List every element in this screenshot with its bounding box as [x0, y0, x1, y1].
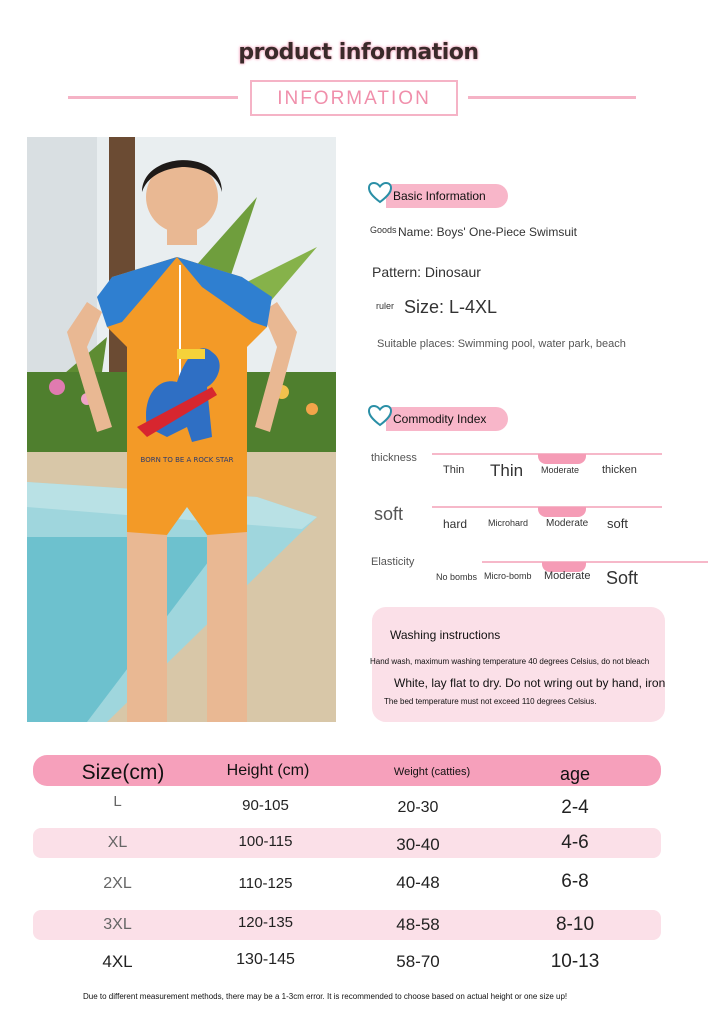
index-selected-marker — [538, 454, 586, 464]
ruler-tag: ruler — [376, 301, 395, 311]
size-cell: 2XL — [103, 875, 132, 892]
index-option: Thin — [490, 461, 524, 480]
index-option-selected: Moderate — [546, 518, 589, 529]
product-pattern: Pattern: Dinosaur — [372, 264, 481, 280]
size-table-header: age — [559, 764, 591, 784]
size-table-header: Size(cm) — [81, 761, 165, 784]
size-cell: 4XL — [102, 952, 133, 971]
height-cell: 120-135 — [237, 914, 294, 931]
header-rule-right — [468, 96, 636, 99]
age-cell: 8-10 — [555, 914, 595, 935]
size-cell: L — [113, 793, 122, 810]
index-option: Microhard — [488, 518, 529, 528]
basic-info-heading — [368, 184, 518, 210]
weight-cell: 20-30 — [397, 799, 439, 816]
product-photo — [27, 137, 336, 722]
index-label-elasticity: Elasticity — [371, 556, 415, 568]
index-label-soft: soft — [374, 504, 404, 524]
weight-cell: 48-58 — [396, 915, 440, 934]
weight-cell: 58-70 — [396, 952, 440, 971]
shirt-text: BORN TO BE A ROCK STAR — [140, 456, 234, 464]
height-cell: 130-145 — [236, 951, 295, 968]
height-cell: 90-105 — [242, 797, 289, 814]
index-option: Thin — [443, 464, 465, 476]
height-cell: 110-125 — [238, 875, 293, 892]
index-option-selected: Moderate — [544, 570, 591, 582]
goods-tag: Goods — [370, 225, 397, 235]
index-option: Micro-bomb — [484, 571, 532, 581]
age-cell: 4-6 — [561, 832, 589, 853]
index-option: thicken — [602, 464, 637, 476]
weight-cell: 40-48 — [396, 873, 440, 892]
information-banner: INFORMATION — [250, 80, 458, 116]
size-cell: 3XL — [103, 916, 132, 933]
age-cell: 10-13 — [550, 951, 600, 972]
product-name: Name: Boys' One-Piece Swimsuit — [398, 225, 578, 239]
index-line — [482, 561, 708, 563]
age-cell: 6-8 — [561, 871, 589, 892]
size-cell: XL — [107, 834, 128, 851]
header-rule-left — [68, 96, 238, 99]
weight-cell: 30-40 — [396, 835, 440, 854]
size-table-header: Weight (catties) — [393, 766, 471, 778]
washing-line-1: Hand wash, maximum washing temperature 40 degrees Celsius, do not bleach — [370, 657, 650, 666]
age-cell: 2-4 — [561, 797, 589, 818]
footnote: Due to different measurement methods, there may be a 1-3cm error. It is recommended to choose based on actual height or one size up! — [83, 992, 568, 1001]
height-cell: 100-115 — [238, 833, 293, 850]
index-option: hard — [443, 517, 468, 531]
commodity-index-heading — [368, 407, 518, 433]
index-option-selected: Moderate — [541, 465, 580, 475]
index-option: soft — [607, 516, 628, 531]
index-option: No bombs — [436, 572, 478, 582]
index-label-thickness: thickness — [371, 452, 417, 464]
washing-line-2: White, lay flat to dry. Do not wring out by hand, iron — [394, 676, 666, 690]
page-title: product information — [238, 40, 479, 65]
commodity-index-title: Commodity Index — [393, 412, 487, 426]
washing-heading: Washing instructions — [390, 628, 501, 642]
size-table-header: Height (cm) — [226, 762, 310, 779]
heart-icon — [368, 182, 392, 204]
washing-line-3: The bed temperature must not exceed 110 degrees Celsius. — [384, 697, 597, 706]
index-option: Soft — [606, 568, 639, 588]
suitable-places: Suitable places: Swimming pool, water park, beach — [377, 338, 626, 350]
product-size: Size: L-4XL — [404, 297, 498, 317]
basic-info-title: Basic Information — [393, 189, 486, 203]
heart-icon — [368, 405, 392, 427]
index-selected-marker — [538, 507, 586, 517]
